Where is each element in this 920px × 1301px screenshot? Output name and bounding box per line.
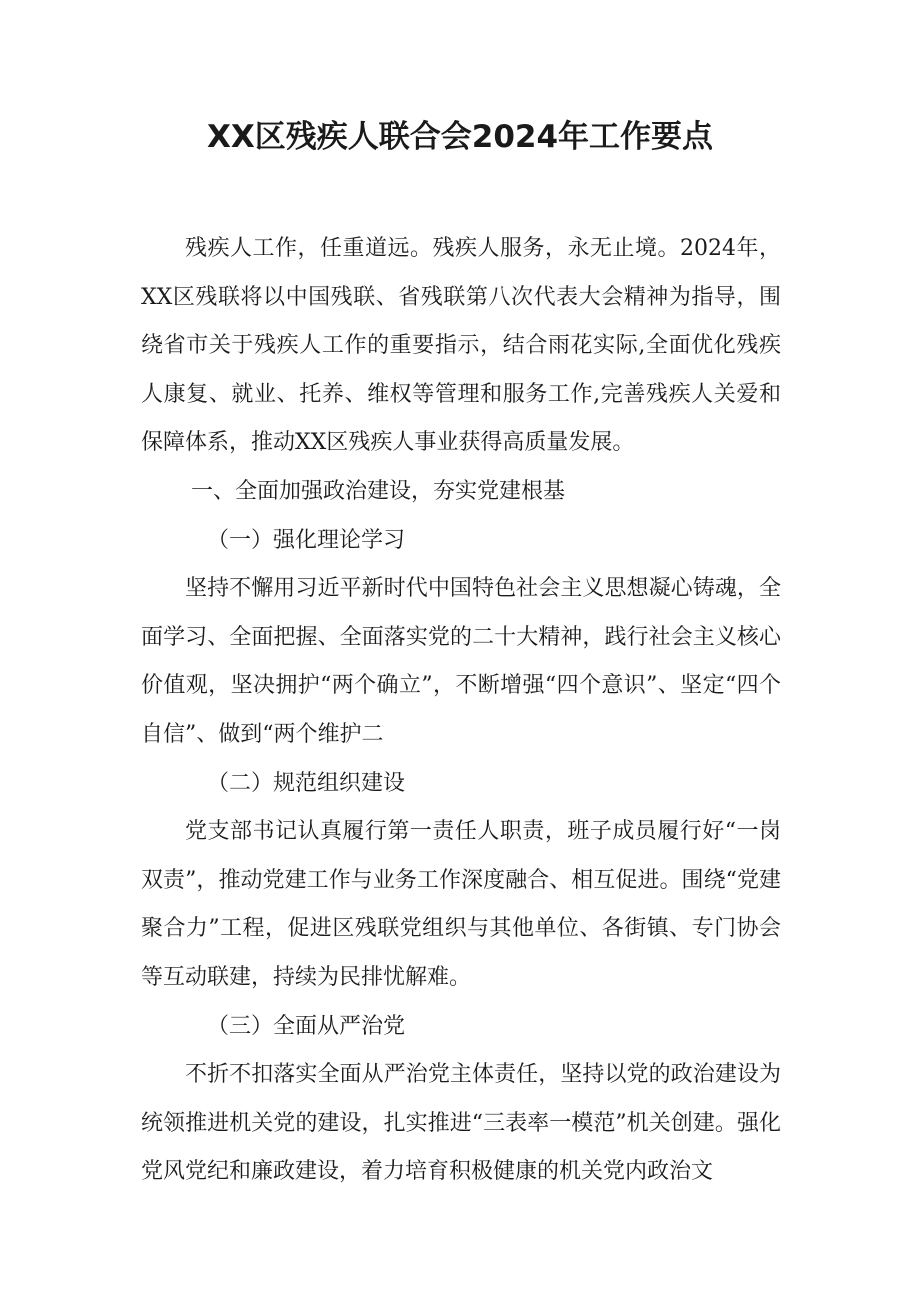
subsection-1-heading: （一）强化理论学习 xyxy=(207,527,406,553)
subsection-2-paragraph: 党支部书记认真履行第一责任人职责，班子成员履行好“一岗双责”，推动党建工作与业务工作深度融合、相互促进。围绕“党建聚合力”工程，促进区残联党组织与其他单位、各街镇、专门协会等互动联建，持续为民排忧解难。 xyxy=(141,819,781,990)
subsection-3-paragraph: 不折不扣落实全面从严治党主体责任，坚持以党的政治建设为统领推进机关党的建设，扎实推进“三表率一模范”机关创建。强化党风党纪和廉政建设，着力培育积极健康的机关党内政治文 xyxy=(141,1062,781,1185)
subsection-2-heading: （二）规范组织建设 xyxy=(207,770,406,796)
subsection-1-paragraph: 坚持不懈用习近平新时代中国特色社会主义思想凝心铸魂，全面学习、全面把握、全面落实党的二十大精神，践行社会主义核心价值观，坚决拥护“两个确立”，不断增强“四个意识”、坚定“四个自信”、做到“两个维护二 xyxy=(141,576,781,747)
intro-paragraph: 残疾人工作，任重道远。残疾人服务，永无止境。2024年，XX区残联将以中国残联、省残联第八次代表大会精神为指导，围绕省市关于残疾人工作的重要指示，结合雨花实际,全面优化残疾人康复、就业、托养、维权等管理和服务工作,完善残疾人关爱和保障体系，推动XX区残疾人事业获得高质量发展。 xyxy=(141,236,781,456)
document-body xyxy=(141,225,781,1197)
subsection-3-heading: （三）全面从严治党 xyxy=(207,1013,406,1039)
section-1-heading: 一、全面加强政治建设，夯实党建根基 xyxy=(191,478,566,504)
document-title: XX区残疾人联合会2024年工作要点 xyxy=(206,119,714,155)
